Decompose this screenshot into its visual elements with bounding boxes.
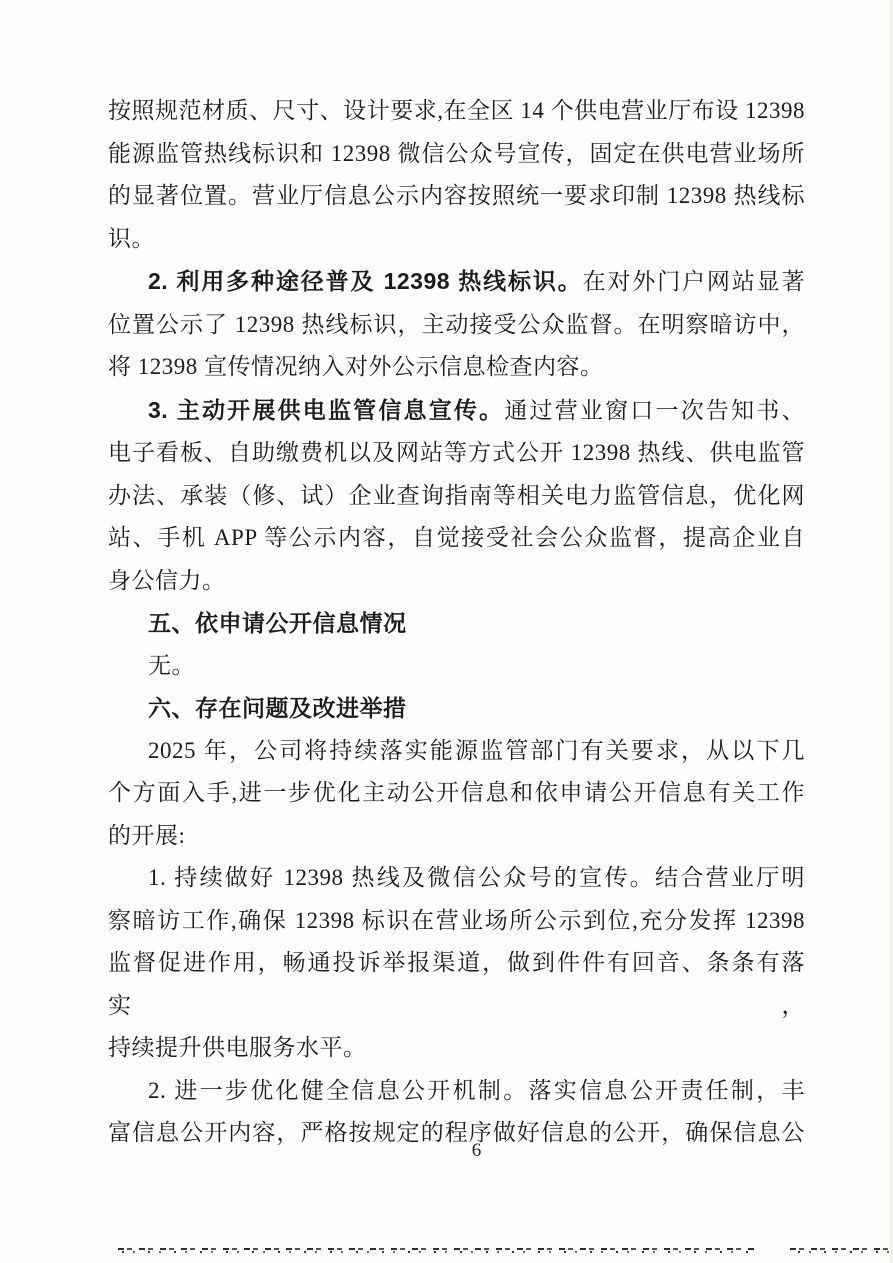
text-line (108, 942, 805, 1027)
text-line (108, 730, 805, 773)
text-line (108, 389, 805, 433)
body-text: 通过营业窗口一次告知书、 (504, 397, 805, 423)
text-line (108, 260, 805, 304)
text-line (108, 475, 805, 518)
body-text: 位置公示了 12398 热线标识，主动接受公众监督。在明察暗访中， (108, 311, 805, 337)
body-text: 站、手机 APP 等公示内容，自觉接受社会公众监督，提高企业自 (108, 525, 805, 550)
body-text: 在对外门户网站显著 (582, 269, 806, 294)
text-line (108, 815, 805, 858)
body-text: 2. 进一步优化健全信息公开机制。落实信息公开责任制，丰 (148, 1077, 805, 1103)
text-line (108, 772, 805, 815)
body-text: 的开展: (108, 822, 186, 848)
bold-lead-text: 五、依申请公开信息情况 (148, 610, 407, 636)
body-text: 个方面入手,进一步优化主动公开信息和依申请公开信息有关工作 (108, 780, 805, 805)
body-text: 能源监管热线标识和 12398 微信公众号宣传，固定在供电营业场所 (108, 140, 805, 166)
text-line (108, 175, 805, 218)
page-number: 6 (471, 1140, 482, 1161)
text-line (108, 1027, 805, 1070)
text-line (108, 1070, 805, 1113)
bold-lead-text: 3. 主动开展供电监管信息宣传。 (148, 396, 505, 423)
body-text: 监督促进作用，畅通投诉举报渠道，做到件件有回音、条条有落实， (108, 950, 805, 1018)
text-line (108, 432, 805, 475)
section-heading (108, 687, 805, 730)
bold-lead-text: 2. 利用多种途径普及 12398 热线标识。 (148, 268, 583, 294)
text-line (108, 90, 805, 133)
body-text: 无。 (148, 652, 195, 678)
text-line (108, 346, 805, 389)
text-line (108, 133, 805, 176)
scan-noise-gap (756, 1244, 790, 1256)
body-text: 身公信力。 (108, 567, 226, 593)
body-text: 2025 年，公司将持续落实能源监管部门有关要求，从以下几 (148, 737, 805, 763)
text-line (108, 857, 805, 900)
body-text: 将 12398 宣传情况纳入对外公示信息检查内容。 (108, 354, 604, 379)
body-text: 的显著位置。营业厅信息公示内容按照统一要求印制 12398 热线标 (108, 183, 805, 208)
body-text: 持续提升供电服务水平。 (108, 1035, 367, 1060)
text-line (108, 218, 805, 261)
text-line (108, 517, 805, 560)
section-heading (108, 602, 805, 645)
body-text: 按照规范材质、尺寸、设计要求,在全区 14 个供电营业厅布设 12398 (108, 98, 805, 123)
bold-lead-text: 六、存在问题及改进举措 (148, 695, 407, 721)
body-text: 办法、承装（修、试）企业查询指南等相关电力监管信息，优化网 (108, 482, 805, 508)
text-line (108, 900, 805, 943)
body-text: 察暗访工作,确保 12398 标识在营业场所公示到位,充分发挥 12398 (108, 907, 805, 933)
text-line (108, 560, 805, 603)
body-text: 电子看板、自助缴费机以及网站等方式公开 12398 热线、供电监管 (108, 440, 805, 465)
body-text: 富信息公开内容，严格按规定的程序做好信息的公开，确保信息公 (108, 1120, 805, 1145)
document-body (108, 90, 805, 1155)
text-line (108, 645, 805, 688)
body-text: 1. 持续做好 12398 热线及微信公众号的宣传。结合营业厅明 (148, 865, 805, 890)
text-line (108, 304, 805, 347)
body-text: 识。 (108, 225, 155, 251)
